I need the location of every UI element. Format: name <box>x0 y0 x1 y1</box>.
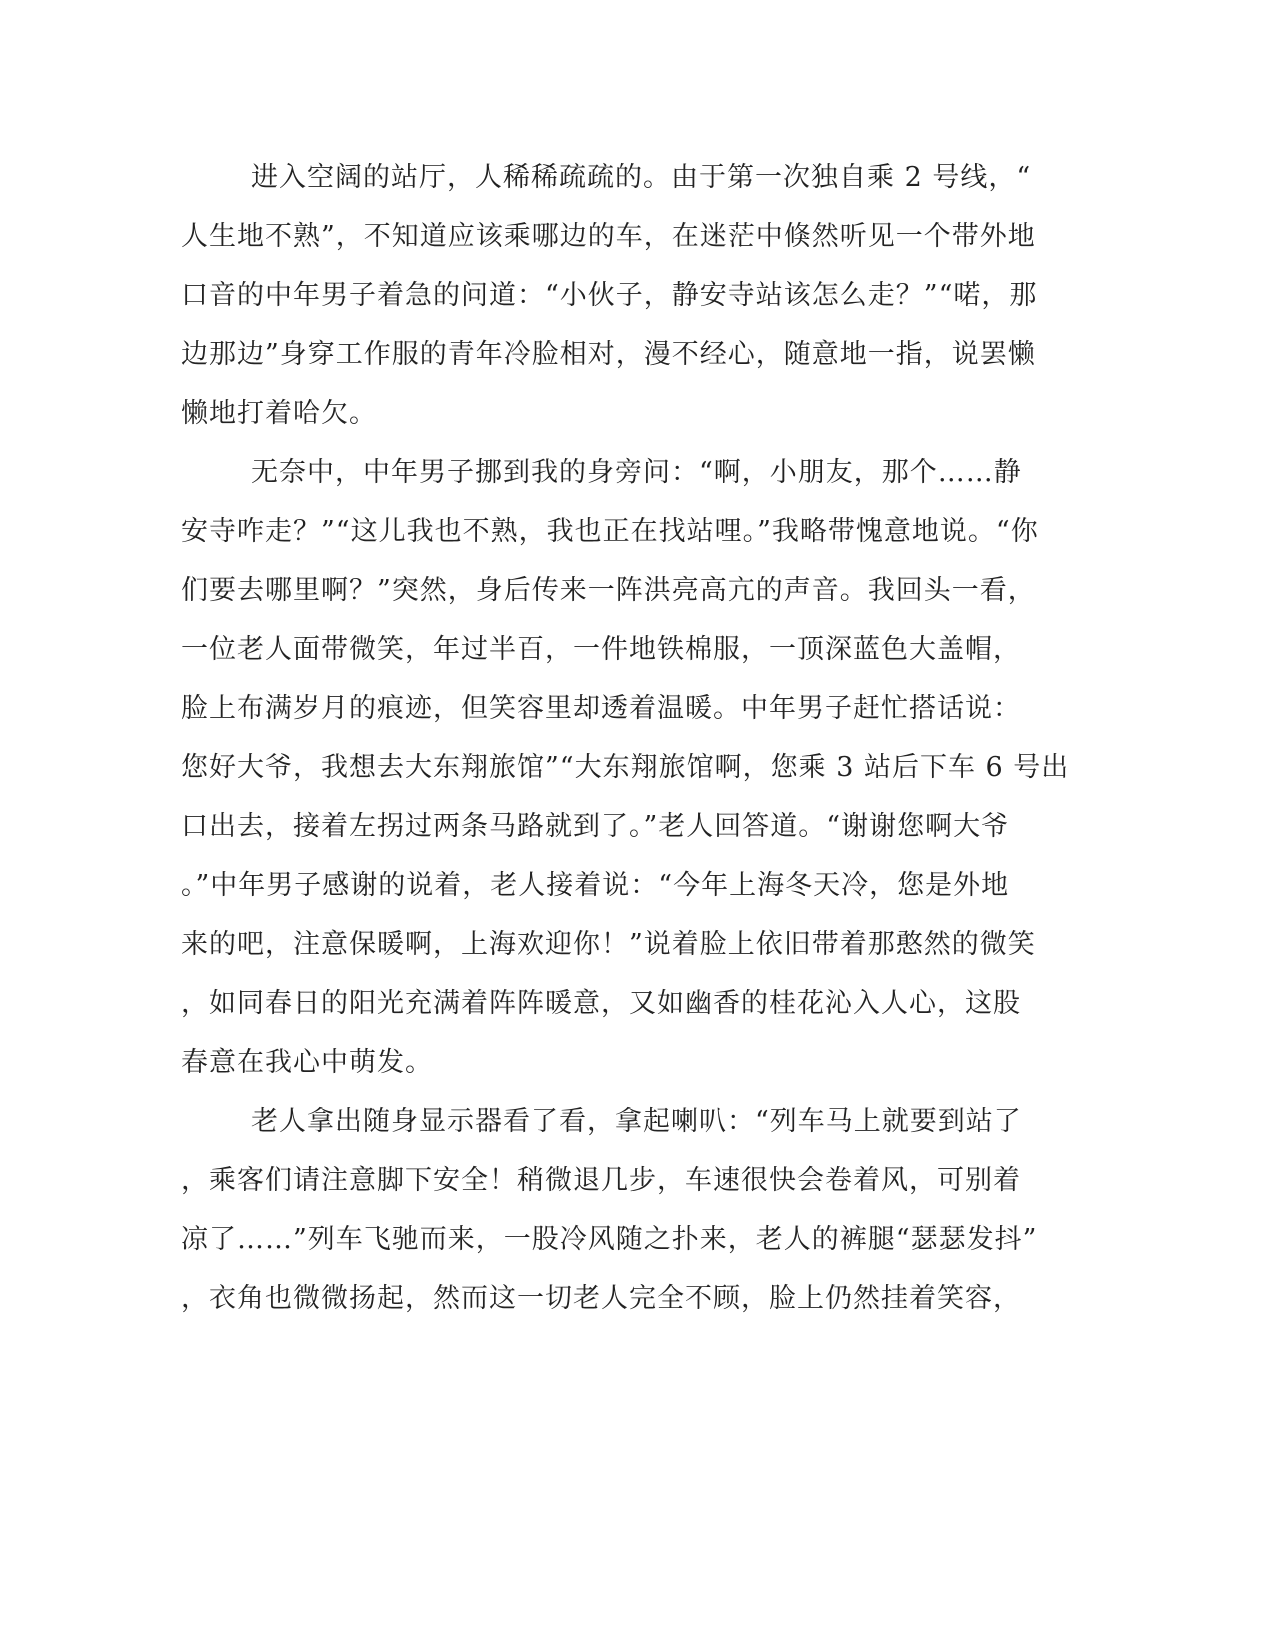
text-line: 安寺咋走？”“这儿我也不熟，我也正在找站哩。”我略带愧意地说。“你 <box>181 516 1039 547</box>
text-line: ，衣角也微微扬起，然而这一切老人完全不顾，脸上仍然挂着笑容， <box>181 1283 1021 1314</box>
text-line: 凉了……”列车飞驰而来，一股冷风随之扑来，老人的裤腿“瑟瑟发抖” <box>181 1224 1038 1255</box>
text-line: 来的吧，注意保暖啊，上海欢迎你！”说着脸上依旧带着那憨然的微笑 <box>181 929 1036 960</box>
text-line: 脸上布满岁月的痕迹，但笑容里却透着温暖。中年男子赶忙搭话说： <box>181 693 1021 724</box>
text-line: 春意在我心中萌发。 <box>181 1047 433 1078</box>
text-line: ，乘客们请注意脚下安全！稍微退几步，车速很快会卷着风，可别着 <box>181 1165 1021 1196</box>
text-line: 您好大爷，我想去大东翔旅馆”“大东翔旅馆啊，您乘 3 站后下车 6 号出 <box>181 752 1070 783</box>
text-line: 人生地不熟”，不知道应该乘哪边的车，在迷茫中倏然听见一个带外地 <box>181 221 1036 252</box>
text-line: 无奈中，中年男子挪到我的身旁问：“啊，小朋友，那个……静 <box>251 457 1022 488</box>
text-line: 进入空阔的站厅，人稀稀疏疏的。由于第一次独自乘 2 号线，“ <box>251 162 1032 193</box>
text-line: 们要去哪里啊？”突然，身后传来一阵洪亮高亢的声音。我回头一看， <box>181 575 1036 606</box>
text-line: 懒地打着哈欠。 <box>181 398 377 429</box>
text-line: 老人拿出随身显示器看了看，拿起喇叭：“列车马上就要到站了 <box>251 1106 1022 1137</box>
text-line: ，如同春日的阳光充满着阵阵暖意，又如幽香的桂花沁入人心，这股 <box>181 988 1021 1019</box>
text-line: 口出去，接着左拐过两条马路就到了。”老人回答道。“谢谢您啊大爷 <box>181 811 1010 842</box>
text-line: 口音的中年男子着急的问道：“小伙子，静安寺站该怎么走？”“喏，那 <box>181 280 1038 311</box>
text-line: 一位老人面带微笑，年过半百，一件地铁棉服，一顶深蓝色大盖帽， <box>181 634 1021 665</box>
text-line: 边那边”身穿工作服的青年冷脸相对，漫不经心，随意地一指，说罢懒 <box>181 339 1036 370</box>
text-line: 。”中年男子感谢的说着，老人接着说：“今年上海冬天冷，您是外地 <box>181 870 1010 901</box>
